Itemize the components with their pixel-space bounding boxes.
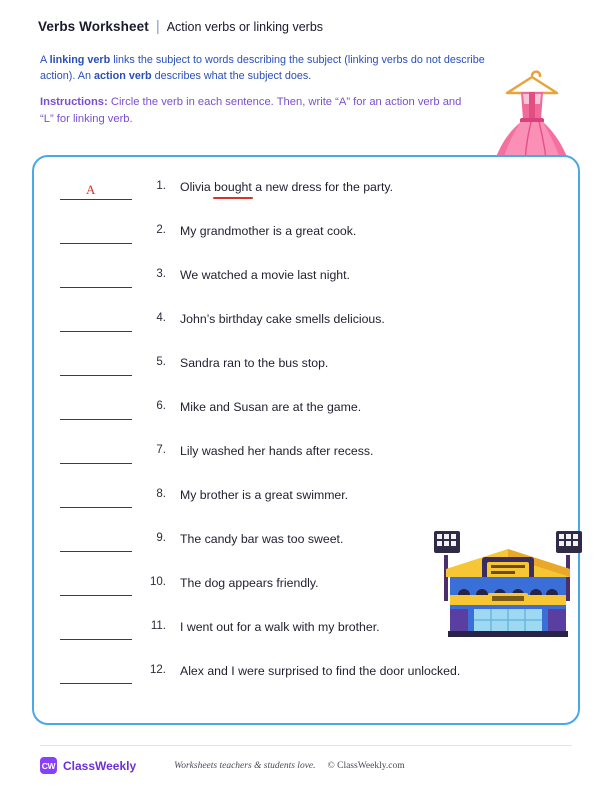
item-number: 1. [156,180,166,192]
answer-line [60,639,132,640]
answer-line [60,287,132,288]
footer-tagline: Worksheets teachers & students love. [174,760,316,771]
instructions-block [40,94,470,128]
item-sentence: Mike and Susan are at the game. [180,400,362,414]
answer-blank[interactable] [60,264,138,290]
answer-line [60,551,132,552]
answer-line [60,463,132,464]
answer-line [60,199,132,200]
answer-line [60,419,132,420]
item-sentence: The candy bar was too sweet. [180,532,344,546]
intro-bold-action-verb: action verb [94,70,152,82]
item-number: 2. [156,224,166,236]
item-number: 11. [150,620,166,632]
item-number: 5. [156,356,166,368]
item-number: 3. [156,268,166,280]
answer-line [60,507,132,508]
item-number: 7. [156,444,166,456]
item-number: 8. [156,488,166,500]
answer-line [60,375,132,376]
answer-blank[interactable] [60,396,138,422]
list-item [34,175,578,219]
answer-blank[interactable] [60,660,138,686]
list-item [34,219,578,263]
stadium-icon [428,525,588,643]
sentence-after: a new dress for the party. [251,180,394,194]
worksheet-card [32,155,580,725]
intro-part-2: links the subject to words describing the subject (linking verbs do not describe action). An [40,54,485,82]
item-sentence: Lily washed her hands after recess. [180,444,374,458]
page-header [38,18,323,35]
intro-paragraph [40,52,490,84]
page-title: Verbs Worksheet [38,19,149,34]
intro-part-3: describes what the subject does. [151,70,312,82]
footer-copyright: © ClassWeekly.com [327,760,405,771]
circled-verb: bought [214,180,252,194]
item-sentence: My grandmother is a great cook. [180,224,357,238]
instructions-label: Instructions: [40,96,108,108]
list-item [34,263,578,307]
list-item [34,483,578,527]
item-sentence: The dog appears friendly. [180,576,319,590]
item-number: 12. [150,664,166,676]
answer-line [60,683,132,684]
page-footer [40,757,572,774]
item-number: 4. [156,312,166,324]
item-number: 10. [150,576,166,588]
item-number: 9. [156,532,166,544]
answer-blank[interactable] [60,616,138,642]
footer-divider [40,745,572,746]
intro-part-1: A [40,54,50,66]
brand-name: ClassWeekly [63,758,137,773]
answer-blank[interactable] [60,352,138,378]
list-item [34,395,578,439]
sentence-before: Olivia [180,180,215,194]
answer-blank[interactable] [60,176,138,202]
answer-line [60,331,132,332]
classweekly-logo-icon: CW [40,757,57,774]
item-sentence [166,175,393,196]
list-item [34,439,578,483]
instructions-text: Circle the verb in each sentence. Then, write “A” for an action verb and “L” for linking verb. [40,96,462,125]
item-sentence: Alex and I were surprised to find the door unlocked. [180,664,461,678]
answer-line [60,243,132,244]
item-sentence: John’s birthday cake smells delicious. [180,312,385,326]
item-sentence: I went out for a walk with my brother. [180,620,380,634]
item-sentence: Sandra ran to the bus stop. [180,356,329,370]
item-sentence: We watched a movie last night. [180,268,350,282]
answer-blank[interactable] [60,484,138,510]
page-subtitle: Action verbs or linking verbs [166,20,324,34]
intro-bold-linking-verb: linking verb [49,54,111,66]
answer-blank[interactable] [60,528,138,554]
list-item [34,307,578,351]
answer-blank[interactable] [60,308,138,334]
answer-blank[interactable] [60,220,138,246]
list-item [34,351,578,395]
item-sentence: My brother is a great swimmer. [180,488,349,502]
answer-value: A [86,182,96,197]
header-divider: | [155,18,160,35]
answer-line [60,595,132,596]
item-number: 6. [156,400,166,412]
answer-blank[interactable] [60,440,138,466]
list-item [34,659,578,703]
answer-blank[interactable] [60,572,138,598]
